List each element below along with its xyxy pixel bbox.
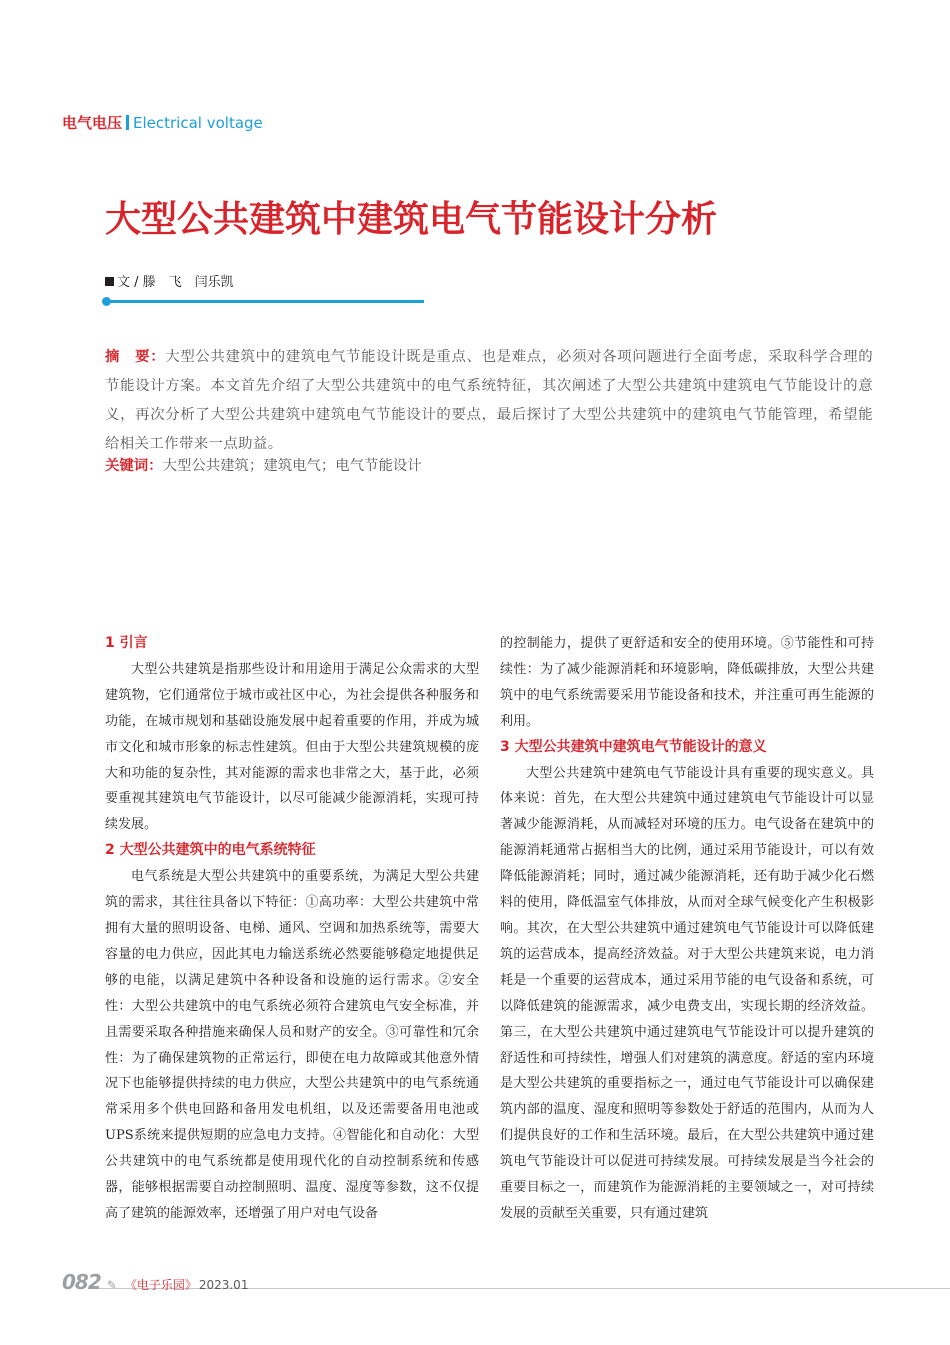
section-tag-en: Electrical voltage [133,114,263,132]
pen-icon: ✎ [106,1278,117,1292]
section-2-paragraph-continued: 的控制能力，提供了更舒适和安全的使用环境。⑤节能性和可持续性：为了减少能源消耗和环境影响，降低碳排放，大型公共建筑中的电气系统需要采用节能设备和技术，并注重可再生能源的利用。 [500,636,874,729]
section-tag [62,113,263,133]
abstract-text: 大型公共建筑中的建筑电气节能设计既是重点、也是难点，必须对各项问题进行全面考虑，采取科学合理的节能设计方案。本文首先介绍了大型公共建筑中的电气系统特征，其次阐述了大型公共建筑中建筑电气节能设计的意义，再次分析了大型公共建筑中建筑电气节能设计的要点，最后探讨了大型公共建筑中的建筑电气节能管理，希望能给相关工作带来一点助益。 [105,349,873,452]
page-number: 082 [62,1270,101,1294]
section-tag-cn: 电气电压 [62,114,123,132]
section-1-heading: 1 引言 [105,635,148,651]
keywords-label: 关键词： [105,458,163,474]
journal-issue: 2023.01 [198,1278,249,1292]
section-3-paragraph: 大型公共建筑中建筑电气节能设计具有重要的现实意义。具体来说：首先，在大型公共建筑中通过建筑电气节能设计可以显著减少能源消耗，从而减轻对环境的压力。电气设备在建筑中的能源消耗通常占据相当大的比例，通过采用节能设计，可以有效降低能源消耗；同时，通过减少能源消耗，还有助于减少化石燃料的使用，降低温室气体排放，从而对全球气候变化产生积极影响。其次，在大型公共建筑中通过建筑电气节能设计可以降低建筑的运营成本，提高经济效益。对于大型公共建筑来说，电力消耗是一个重要的运营成本，通过采用节能的电气设备和系统，可以降低建筑的能源需求，减少电费支出，实现长期的经济效益。第三，在大型公共建筑中通过建筑电气节能设计可以提升建筑的舒适性和可持续性，增强人们对建筑的满意度。舒适的室内环境是大型公共建筑的重要指标之一，通过电气节能设计可以确保建筑内部的温度、湿度和照明等参数处于舒适的范围内，从而为人们提供良好的工作和生活环境。最后，在大型公共建筑中通过建筑电气节能设计可以促进可持续发展。可持续发展是当今社会的重要目标之一，而建筑作为能源消耗的主要领域之一，对可持续发展的贡献至关重要，只有通过建筑 [500,765,874,1221]
author-names: 文 / 滕 飞 闫乐凯 [117,275,234,290]
abstract-label: 摘 要： [105,349,166,365]
body-column-right [500,631,874,1227]
article-title: 大型公共建筑中建筑电气节能设计分析 [105,198,718,240]
keywords [105,455,873,477]
author-square-icon [105,277,114,286]
section-2-paragraph: 电气系统是大型公共建筑中的重要系统，为满足大型公共建筑的需求，其往往具备以下特征：①高功率：大型公共建筑中常拥有大量的照明设备、电梯、通风、空调和加热系统等，需要大容量的电力供应，因此其电力输送系统必然要能够稳定地提供足够的电能，以满足建筑中各种设备和设施的运行需求。②安全性：大型公共建筑中的电气系统必须符合建筑电气安全标准，并且需要采取各种措施来确保人员和财产的安全。③可靠性和冗余性：为了确保建筑物的正常运行，即使在电力故障或其他意外情况下也能够提供持续的电力供应，大型公共建筑中的电气系统通常采用多个供电回路和备用发电机组，以及还需要备用电池或UPS系统来提供短期的应急电力支持。④智能化和自动化：大型公共建筑中的电气系统都是使用现代化的自动控制系统和传感器，能够根据需要自动控制照明、温度、湿度等参数，这不仅提高了建筑的能源效率，还增强了用户对电气设备 [105,869,479,1221]
section-2-heading: 2 大型公共建筑中的电气系统特征 [105,842,316,859]
page-footer [62,1270,248,1294]
author-underline [106,300,424,303]
keywords-text: 大型公共建筑；建筑电气；电气节能设计 [162,458,422,474]
author-line [105,274,234,292]
author-underline-dot [102,297,111,306]
body-column-left [105,631,479,1227]
section-tag-divider [126,115,129,130]
section-3-heading: 3 大型公共建筑中建筑电气节能设计的意义 [500,738,767,755]
abstract [105,343,873,459]
section-1-paragraph: 大型公共建筑是指那些设计和用途用于满足公众需求的大型建筑物，它们通常位于城市或社区中心，为社会提供各种服务和功能，在城市规划和基础设施发展中起着重要的作用，并成为城市文化和城市形象的标志性建筑。但由于大型公共建筑规模的庞大和功能的复杂性，其对能源的需求也非常之大，基于此，必须要重视其建筑电气节能设计，以尽可能减少能源消耗，实现可持续发展。 [105,661,479,833]
journal-name: 《电子乐园》 [124,1278,197,1292]
